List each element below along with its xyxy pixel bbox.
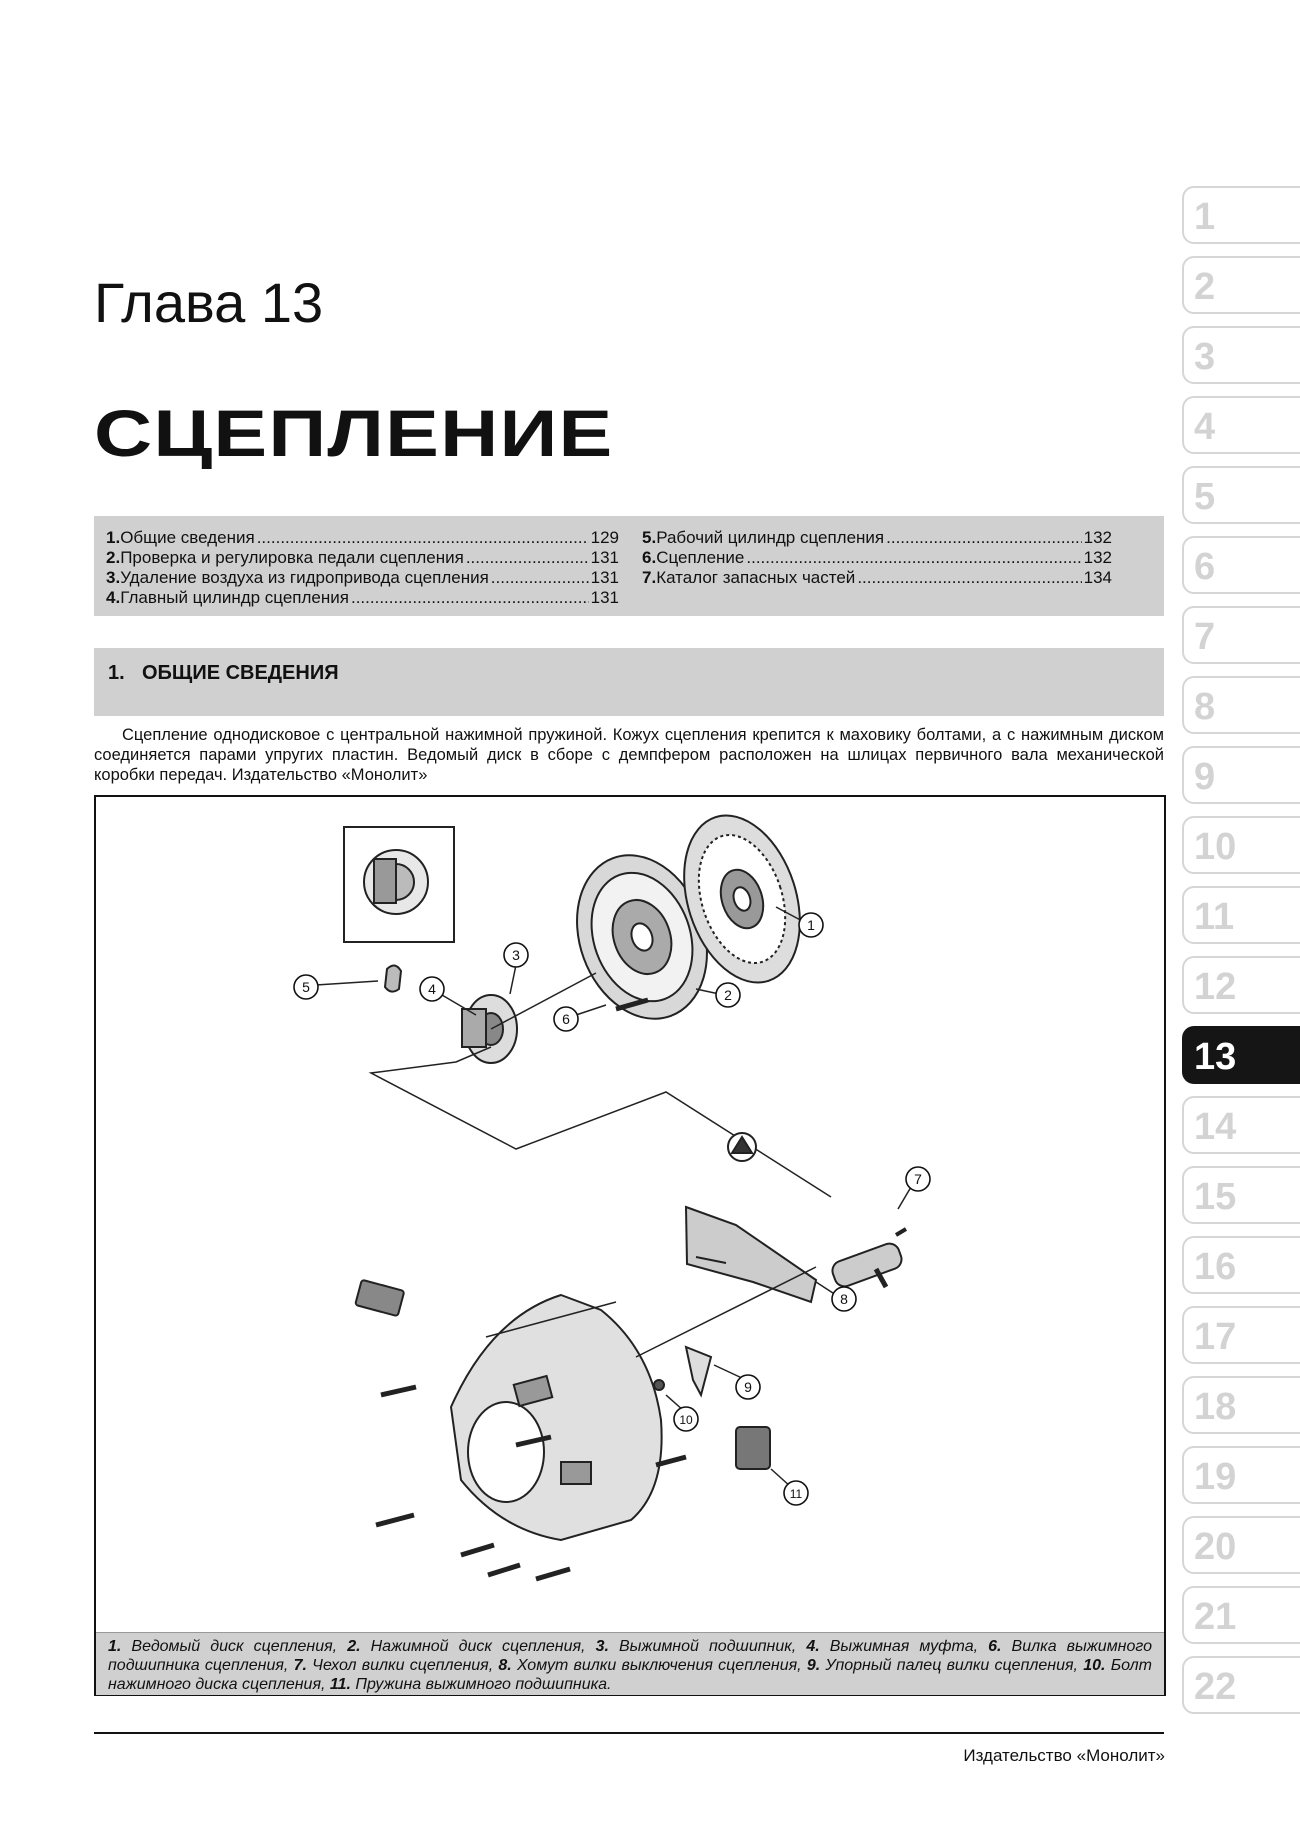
callout-label: 10: [679, 1413, 693, 1427]
toc-item-number: 3.: [106, 568, 121, 587]
chapter-tab-label: 20: [1194, 1526, 1237, 1568]
chapter-tab-label: 7: [1194, 616, 1216, 658]
callout-label: 6: [562, 1011, 570, 1027]
chapter-tab-label: 21: [1194, 1596, 1237, 1638]
footer-rule: [94, 1732, 1164, 1734]
chapter-tab-14[interactable]: [1182, 1096, 1300, 1154]
callout-label: 7: [914, 1171, 922, 1187]
chapter-tab-label: 22: [1194, 1666, 1237, 1708]
chapter-tab-10[interactable]: [1182, 816, 1300, 874]
toc-item-title: Удаление воздуха из гидропривода сцепления: [120, 568, 489, 587]
chapter-tab-2[interactable]: [1182, 256, 1300, 314]
callout-label: 1: [807, 917, 815, 933]
toc-item-page: 131: [590, 588, 619, 607]
callout-label: 2: [724, 987, 732, 1003]
caption-text: [108, 1637, 1152, 1694]
callout-3: [504, 943, 528, 967]
toc-item: [642, 548, 1112, 568]
callout-1: [799, 913, 823, 937]
caption-item-text: Болт нажимного диска сцепления,: [108, 1657, 1153, 1693]
toc-item-title: Каталог запасных частей: [656, 568, 856, 587]
caption-item-number: 2.: [347, 1638, 361, 1655]
toc-leader-dots: [886, 528, 1082, 548]
chapter-tab-21[interactable]: [1182, 1586, 1300, 1644]
chapter-tab-8[interactable]: [1182, 676, 1300, 734]
chapter-tab-4[interactable]: [1182, 396, 1300, 454]
toc-item-title: Главный цилиндр сцепления: [120, 588, 349, 607]
toc-leader-dots: [257, 528, 589, 548]
chapter-tab-20[interactable]: [1182, 1516, 1300, 1574]
caption-item-number: 3.: [595, 1638, 609, 1655]
caption-item-number: 6.: [988, 1638, 1002, 1655]
caption-item-text: Чехол вилки сцепления,: [306, 1657, 499, 1674]
intro-paragraph: Сцепление однодисковое с центральной нажимной пружиной. Кожух сцепления крепится к маховику болтами, а с нажимным диском соединяется парами упругих пластин. Ведомый диск в сборе с демпфером расположен на шлицах первичного вала механической коробки передач. Издательство «Монолит»: [94, 726, 1164, 784]
callout-2: [716, 983, 740, 1007]
toc-item-title: Рабочий цилиндр сцепления: [656, 528, 885, 547]
toc-item-title: Сцепление: [656, 548, 745, 567]
callout-9: [736, 1375, 760, 1399]
chapter-tab-label: 2: [1194, 266, 1216, 308]
footer-publisher: Издательство «Монолит»: [963, 1746, 1165, 1765]
toc-right-column: [642, 528, 1112, 588]
callout-4: [420, 977, 444, 1001]
chapter-tab-17[interactable]: [1182, 1306, 1300, 1364]
toc-item-page: 134: [1083, 568, 1112, 587]
callout-label: 11: [789, 1487, 803, 1501]
caption-item-text: Ведомый диск сцепления,: [121, 1638, 348, 1655]
section-number: 1.: [108, 662, 125, 684]
chapter-tab-3[interactable]: [1182, 326, 1300, 384]
chapter-tab-label: 8: [1194, 686, 1216, 728]
caption-item-text: Упорный палец вилки сцепления,: [820, 1657, 1084, 1674]
release-bearing-drawing: [462, 995, 517, 1063]
callout-label: 5: [302, 979, 310, 995]
chapter-tab-1[interactable]: [1182, 186, 1300, 244]
chapter-tab-label: 13: [1194, 1036, 1237, 1078]
toc-item-number: 7.: [642, 568, 657, 587]
toc-item: [106, 588, 619, 608]
toc-item-page: 131: [590, 548, 619, 567]
callout-label: 9: [744, 1379, 752, 1395]
clutch-exploded-figure: [94, 795, 1166, 1696]
toc-item-number: 2.: [106, 548, 121, 567]
toc-item-title: Общие сведения: [120, 528, 255, 547]
chapter-tab-15[interactable]: [1182, 1166, 1300, 1224]
caption-item-text: Выжимная муфта,: [819, 1638, 989, 1655]
caption-item-text: Хомут вилки выключения сцепления,: [511, 1657, 807, 1674]
assembly-line-upper: [371, 1047, 831, 1197]
toc-item: [642, 568, 1112, 588]
clutch-diagram: [96, 797, 1164, 1632]
callout-label: 4: [428, 981, 436, 997]
caption-item-number: 1.: [108, 1638, 122, 1655]
pivot-pin-drawing: [654, 1380, 664, 1390]
chapter-tab-label: 9: [1194, 756, 1216, 798]
toc-leader-dots: [466, 548, 589, 568]
callout-label: 8: [840, 1291, 848, 1307]
chapter-tab-18[interactable]: [1182, 1376, 1300, 1434]
chapter-tab-label: 3: [1194, 336, 1216, 378]
toc-item-page: 129: [590, 528, 619, 547]
toc-item-title: Проверка и регулировка педали сцепления: [120, 548, 464, 567]
pad-part-drawing: [355, 1280, 404, 1317]
chapter-tab-label: 15: [1194, 1176, 1237, 1218]
caption-item-text: Вилка выжимного подшипника сцепления,: [108, 1638, 1152, 1674]
chapter-tab-label: 11: [1194, 896, 1235, 938]
toc-item-page: 132: [1083, 548, 1112, 567]
slave-cylinder-drawing: [830, 1229, 906, 1289]
chapter-label: Глава 13: [94, 271, 324, 334]
section-header: [94, 648, 1164, 716]
chapter-tab-7[interactable]: [1182, 606, 1300, 664]
chapter-tabs: [1182, 186, 1300, 1726]
chapter-tab-label: 1: [1194, 196, 1216, 238]
caption-item-number: 11.: [329, 1676, 351, 1693]
chapter-tab-19[interactable]: [1182, 1446, 1300, 1504]
table-of-contents: [94, 516, 1164, 616]
chapter-tab-label: 18: [1194, 1386, 1237, 1428]
inset-bearing-drawing: [364, 850, 428, 914]
toc-item: [106, 528, 619, 548]
caption-item-number: 8.: [498, 1657, 512, 1674]
toc-item-number: 1.: [106, 528, 121, 547]
callout-8: [832, 1287, 856, 1311]
callout-6: [554, 1007, 578, 1031]
chapter-tab-label: 16: [1194, 1246, 1237, 1288]
chapter-tab-label: 14: [1194, 1106, 1237, 1148]
section-title: ОБЩИЕ СВЕДЕНИЯ: [142, 662, 339, 684]
toc-item-page: 132: [1083, 528, 1112, 547]
toc-item-page: 131: [590, 568, 619, 587]
release-spring-drawing: [385, 965, 401, 991]
caption-item-number: 7.: [293, 1657, 307, 1674]
chapter-tab-12[interactable]: [1182, 956, 1300, 1014]
chapter-tab-label: 10: [1194, 826, 1237, 868]
caption-item-number: 10.: [1083, 1657, 1106, 1674]
chapter-tab-6[interactable]: [1182, 536, 1300, 594]
chapter-tab-16[interactable]: [1182, 1236, 1300, 1294]
callout-label: 3: [512, 947, 520, 963]
toc-item-number: 4.: [106, 588, 121, 607]
toc-item: [642, 528, 1112, 548]
chapter-tab-label: 5: [1194, 476, 1216, 518]
caption-item-number: 9.: [806, 1657, 821, 1674]
chapter-tab-13[interactable]: [1182, 1026, 1300, 1084]
clutch-housing-drawing: [451, 1267, 816, 1540]
chapter-tab-label: 4: [1194, 406, 1216, 448]
toc-item-number: 6.: [642, 548, 657, 567]
caption-item-number: 4.: [806, 1638, 820, 1655]
chapter-tab-label: 6: [1194, 546, 1216, 588]
toc-item-number: 5.: [642, 528, 657, 547]
chapter-tab-label: 19: [1194, 1456, 1237, 1498]
fork-boot-drawing: [736, 1427, 770, 1469]
spring-clip-drawing: [686, 1347, 711, 1395]
toc-leader-dots: [351, 588, 589, 608]
toc-leader-dots: [491, 568, 589, 588]
toc-leader-dots: [857, 568, 1081, 588]
release-fork-drawing: [686, 1207, 816, 1302]
chapter-tab-22[interactable]: [1182, 1656, 1300, 1714]
chapter-tab-label: 17: [1194, 1316, 1237, 1358]
chapter-tab-11[interactable]: [1182, 886, 1300, 944]
chapter-tab-5[interactable]: [1182, 466, 1300, 524]
caption-item-text: Пружина выжимного подшипника.: [350, 1676, 612, 1693]
chapter-tab-9[interactable]: [1182, 746, 1300, 804]
callout-10: [674, 1407, 698, 1431]
toc-item: [106, 568, 619, 588]
caption-item-text: Нажимной диск сцепления,: [360, 1638, 596, 1655]
callout-11: [784, 1481, 808, 1505]
caption-item-text: Выжимной подшипник,: [608, 1638, 807, 1655]
callout-5: [294, 975, 318, 999]
chapter-tab-label: 12: [1194, 966, 1237, 1008]
callout-7: [906, 1167, 930, 1191]
toc-leader-dots: [746, 548, 1081, 568]
toc-left-column: [106, 528, 619, 608]
monolit-logo-mark: [728, 1133, 756, 1161]
toc-item: [106, 548, 619, 568]
chapter-title: СЦЕПЛЕНИЕ: [94, 396, 614, 470]
figure-caption: [96, 1632, 1164, 1695]
